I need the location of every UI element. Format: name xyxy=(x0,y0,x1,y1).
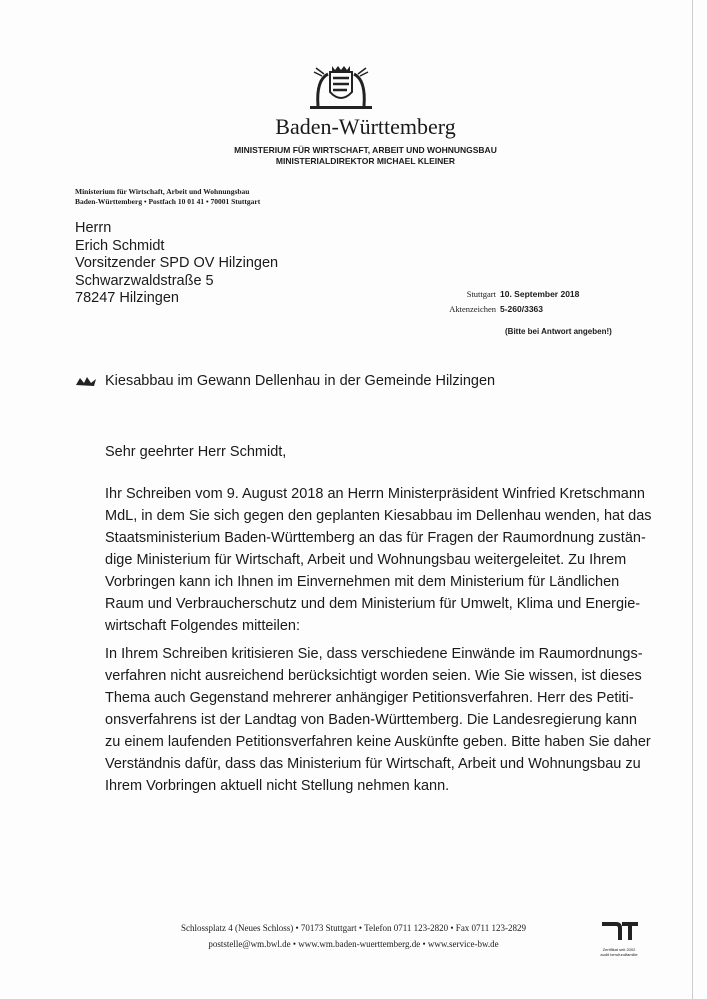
text-line: Raum und Verbraucherschutz und dem Ministerium für Umwelt, Klima und Energie- xyxy=(105,596,641,612)
sender-line-2: Baden-Württemberg • Postfach 10 01 41 • 70001 Stuttgart xyxy=(75,197,261,206)
paragraph-1 xyxy=(105,483,652,637)
text-line: MdL, in dem Sie sich gegen den geplanten Kiesabbau im Dellenhau wenden, hat das xyxy=(105,508,652,524)
address-line: Herrn xyxy=(75,220,112,236)
text-line: wirtschaft Folgendes mitteilen: xyxy=(105,618,301,634)
place-label: Stuttgart xyxy=(466,289,496,299)
subject-text: Kiesabbau im Gewann Dellenhau in der Gemeinde Hilzingen xyxy=(105,373,496,389)
address-line: 78247 Hilzingen xyxy=(75,290,179,306)
address-line: Vorsitzender SPD OV Hilzingen xyxy=(75,255,279,271)
text-line: zu einem laufenden Petitionsverfahren keine Auskünfte geben. Bitte haben Sie daher xyxy=(105,734,651,750)
text-line: dige Ministerium für Wirtschaft, Arbeit und Wohnungsbau weitergeleitet. Zu Ihrem xyxy=(105,552,627,568)
letterhead-state: Baden-Württemberg xyxy=(275,114,456,139)
sender-line xyxy=(75,187,260,207)
text-line: Verständnis dafür, dass das Ministerium für Wirtschaft, Arbeit und Wohnungsbau zu xyxy=(105,756,641,772)
sender-line-1: Ministerium für Wirtschaft, Arbeit und Wohnungsbau xyxy=(75,187,250,196)
recipient-address xyxy=(75,220,278,308)
letter-meta xyxy=(440,287,579,317)
coat-of-arms-icon xyxy=(308,64,374,110)
family-audit-certificate xyxy=(598,920,640,957)
text-line: onsverfahrens ist der Landtag von Baden-Württemberg. Die Landesregierung kann xyxy=(105,712,637,728)
letterhead-ministry: MINISTERIUM FÜR WIRTSCHAFT, ARBEIT UND WOHNUNGSBAU xyxy=(234,145,497,155)
state-lion-icon xyxy=(75,375,97,387)
salutation: Sehr geehrter Herr Schmidt, xyxy=(105,444,287,460)
audit-logo-icon xyxy=(598,920,640,942)
reference-number: 5-260/3363 xyxy=(500,304,544,314)
paragraph-2 xyxy=(105,643,651,797)
certificate-line: audit berufundfamilie xyxy=(600,952,638,957)
subject-line xyxy=(75,373,495,389)
text-line: Staatsministerium Baden-Württemberg an das für Fragen der Raumordnung zustän- xyxy=(105,530,646,546)
footer-address: Schlossplatz 4 (Neues Schloss) • 70173 Stuttgart • Telefon 0711 123-2820 • Fax 0711 123-2829 xyxy=(181,923,526,933)
certificate-line: Zertifikat seit 2002 xyxy=(602,947,636,952)
reference-hint: (Bitte bei Antwort angeben!) xyxy=(505,327,612,336)
text-line: verfahren nicht ausreichend berücksichtigt worden seien. Wie Sie wissen, ist dieses xyxy=(105,668,642,684)
address-line: Schwarzwaldstraße 5 xyxy=(75,272,214,289)
text-line: Ihr Schreiben vom 9. August 2018 an Herrn Ministerpräsident Winfried Kretschmann xyxy=(105,486,645,502)
address-line: Erich Schmidt xyxy=(75,237,165,254)
text-line: Vorbringen kann ich Ihnen im Einvernehmen mit dem Ministerium für Ländlichen xyxy=(105,574,620,590)
text-line: In Ihrem Schreiben kritisieren Sie, dass verschiedene Einwände im Raumordnungs- xyxy=(105,646,643,662)
text-line: Ihrem Vorbringen aktuell nicht Stellung nehmen kann. xyxy=(105,778,450,794)
footer-contact: poststelle@wm.bwl.de • www.wm.baden-wuerttemberg.de • www.service-bw.de xyxy=(208,939,499,949)
reference-label: Aktenzeichen xyxy=(449,304,496,314)
letter-date: 10. September 2018 xyxy=(500,289,580,299)
text-line: Thema auch Gegenstand mehrerer anhängiger Petitionsverfahren. Herr des Petiti- xyxy=(105,690,634,706)
letterhead-director: MINISTERIALDIREKTOR MICHAEL KLEINER xyxy=(275,156,456,166)
